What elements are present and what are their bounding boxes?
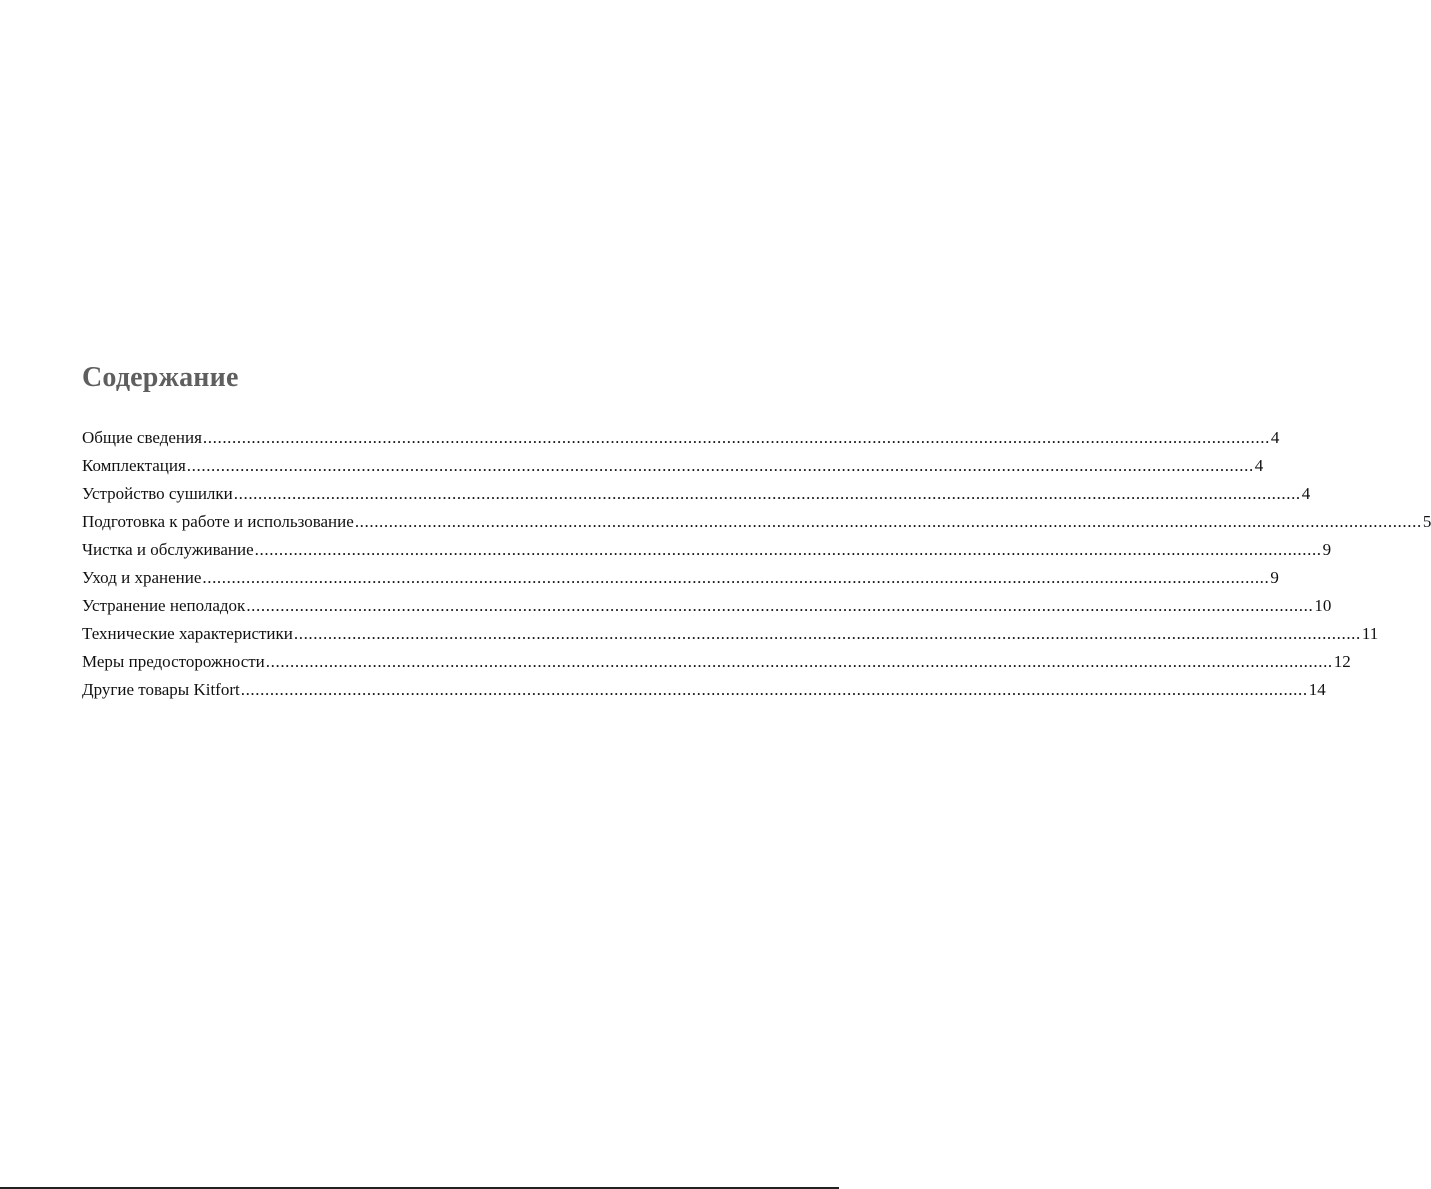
- toc-entry-dryer-structure[interactable]: [82, 483, 1311, 511]
- toc-entry-package-contents[interactable]: [82, 455, 1264, 483]
- toc-leader-dots: ............................................................................................................................................................................................................................: [202, 568, 1270, 587]
- toc-entry-specifications[interactable]: [82, 623, 1379, 651]
- toc-entry-page: 9: [1322, 540, 1332, 559]
- toc-entry-page: 14: [1308, 680, 1326, 699]
- toc-entry-general-info[interactable]: [82, 427, 1280, 455]
- toc-entry-page: 10: [1314, 596, 1332, 615]
- toc-entry-label: Меры предосторожности: [82, 652, 265, 671]
- toc-entry-preparation-and-use[interactable]: [82, 511, 1431, 539]
- toc-entry-safety-precautions[interactable]: [82, 651, 1351, 679]
- toc-entry-label: Устранение неполадок: [82, 596, 246, 615]
- toc-leader-dots: ............................................................................................................................................................................................................................: [354, 512, 1422, 531]
- toc-title: Содержание: [82, 362, 239, 393]
- toc-entry-label: Технические характеристики: [82, 624, 293, 643]
- toc-entry-page: 11: [1361, 624, 1379, 643]
- toc-entry-troubleshooting[interactable]: [82, 595, 1332, 623]
- toc-leader-dots: ............................................................................................................................................................................................................................: [293, 624, 1361, 643]
- toc-entry-page: 4: [1301, 484, 1311, 503]
- toc-entry-other-kitfort-products[interactable]: [82, 679, 1326, 707]
- toc-leader-dots: ............................................................................................................................................................................................................................: [265, 652, 1333, 671]
- toc-entry-label: Комплектация: [82, 456, 186, 475]
- toc-entry-cleaning-and-maintenance[interactable]: [82, 539, 1332, 567]
- toc-entry-page: 4: [1254, 456, 1264, 475]
- toc-entry-page: 4: [1270, 428, 1280, 447]
- table-of-contents: [82, 427, 1431, 707]
- toc-entry-label: Уход и хранение: [82, 568, 202, 587]
- toc-entry-label: Чистка и обслуживание: [82, 540, 254, 559]
- toc-leader-dots: ............................................................................................................................................................................................................................: [186, 456, 1254, 475]
- toc-entry-care-and-storage[interactable]: [82, 567, 1279, 595]
- toc-entry-page: 5: [1422, 512, 1431, 531]
- toc-entry-page: 12: [1333, 652, 1351, 671]
- toc-leader-dots: ............................................................................................................................................................................................................................: [202, 428, 1270, 447]
- toc-leader-dots: ............................................................................................................................................................................................................................: [233, 484, 1301, 503]
- toc-entry-page: 9: [1270, 568, 1279, 587]
- toc-entry-label: Подготовка к работе и использование: [82, 512, 354, 531]
- toc-entry-label: Общие сведения: [82, 428, 202, 447]
- toc-leader-dots: ............................................................................................................................................................................................................................: [254, 540, 1322, 559]
- toc-leader-dots: ............................................................................................................................................................................................................................: [240, 680, 1308, 699]
- toc-leader-dots: ............................................................................................................................................................................................................................: [246, 596, 1314, 615]
- toc-entry-label: Другие товары Kitfort: [82, 680, 240, 699]
- toc-entry-label: Устройство сушилки: [82, 484, 233, 503]
